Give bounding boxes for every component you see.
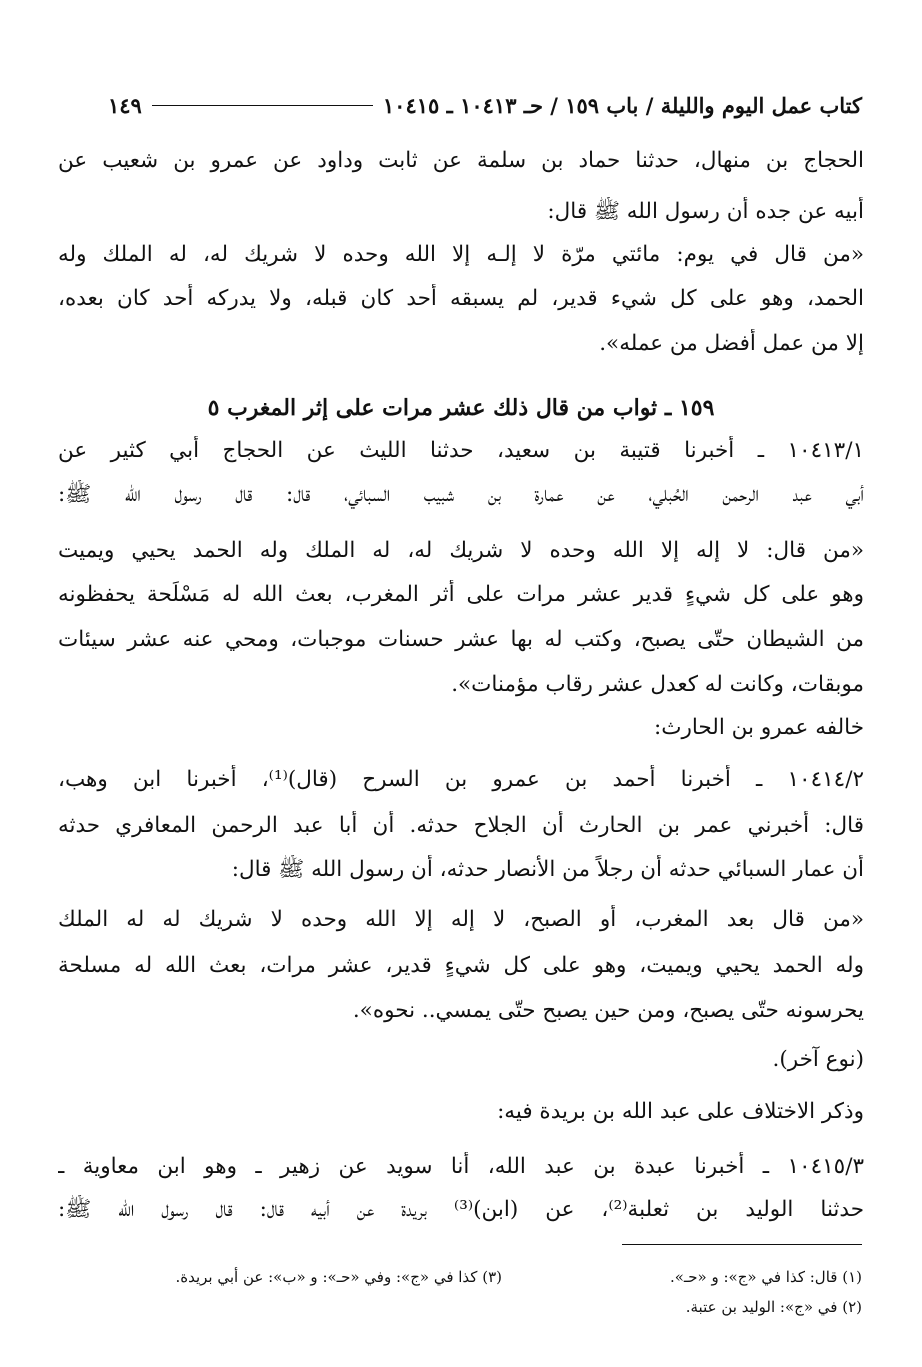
isnad-line: حدثنا الوليد بن ثعلبة⁽²⁾، عن (ابن)⁽³⁾ بريدة عن أبيه قال: قال رسول الله ﷺ: — [58, 1197, 864, 1222]
text-line: وذكر الاختلاف على عبد الله بن بريدة فيه: — [497, 1099, 864, 1124]
isnad-line: ١٠٤١٤/٢ ـ أخبرنا أحمد بن عمرو بن السرح (قال)⁽¹⁾، أخبرنا ابن وهب، — [58, 767, 864, 792]
hadith-text-line: الحمد، وهو على كل شيء قدير، لم يسبقه أحد كان قبله، ولا يدركه أحد كان بعده، — [58, 286, 864, 311]
hadith-text-line: وله الحمد يحيي ويميت، وهو على كل شيءٍ قدير، عشر مرات، بعث الله له مسلحة — [58, 953, 864, 978]
text-line: خالفه عمرو بن الحارث: — [654, 715, 864, 740]
hadith-text-line: «من قال بعد المغرب، أو الصبح، لا إله إلا الله وحده لا شريك له له الملك — [58, 907, 864, 932]
text-line: الحجاج بن منهال، حدثنا حماد بن سلمة عن ثابت وداود عن عمرو بن شعيب عن — [58, 148, 864, 173]
header-rule — [152, 105, 373, 106]
hadith-text-line: من الشيطان حتّى يصبح، وكتب له بها عشر حسنات موجبات، ومحي عنه عشر سيئات — [58, 627, 864, 652]
page-number: ١٤٩ — [108, 92, 142, 118]
hadith-text-line: وهو على كل شيءٍ قدير عشر مرات على أثر المغرب، بعث الله له مَسْلَحة يحفظونه — [58, 582, 864, 607]
isnad-line: أن عمار السبائي حدثه أن رجلاً من الأنصار حدثه، أن رسول الله ﷺ قال: — [231, 857, 864, 882]
hadith-text-line: يحرسونه حتّى يصبح، ومن حين يصبح حتّى يمسي.. نحوه». — [352, 998, 864, 1023]
isnad-line: ١٠٤١٥/٣ ـ أخبرنا عبدة بن عبد الله، أنا سويد عن زهير ـ وهو ابن معاوية ـ — [58, 1154, 864, 1179]
hadith-text-line: «من قال: لا إله إلا الله وحده لا شريك له، له الملك وله الحمد يحيي ويميت — [58, 538, 864, 563]
header-title: كتاب عمل اليوم والليلة / باب ١٥٩ / حـ ١٠٤١٣ ـ ١٠٤١٥ — [382, 92, 862, 118]
hadith-text-line: إلا من عمل أفضل من عمله». — [599, 331, 864, 356]
running-header — [108, 88, 862, 122]
isnad-line: ١٠٤١٣/١ ـ أخبرنا قتيبة بن سعيد، حدثنا الليث عن الحجاج أبي كثير عن — [58, 438, 864, 463]
footnote-3: (٣) كذا في «ج»: وفي «حـ»: و «ب»: عن أبي بريدة. — [175, 1268, 502, 1286]
isnad-line: قال: أخبرني عمر بن الحارث أن الجلاح حدثه. أن أبا عبد الرحمن المعافري حدثه — [58, 813, 864, 838]
hadith-text-line: «من قال في يوم: مائتي مرّة لا إلـه إلا الله وحده لا شريك له، له الملك وله — [58, 242, 864, 267]
text-line: (نوع آخر). — [772, 1047, 864, 1072]
isnad-line: أبي عبد الرحمن الحُبلي، عن عمارة بن شبيب السبائي، قال: قال رسول الله ﷺ: — [58, 482, 864, 507]
text-line: أبيه عن جده أن رسول الله ﷺ قال: — [547, 199, 864, 224]
footnote-2: (٢) في «ج»: الوليد بن عتبة. — [685, 1298, 862, 1316]
chapter-heading: ١٥٩ ـ ثواب من قال ذلك عشر مرات على إثر المغرب ٥ — [207, 395, 715, 421]
footnote-separator — [622, 1244, 862, 1245]
hadith-text-line: موبقات، وكانت له كعدل عشر رقاب مؤمنات». — [451, 672, 864, 697]
footnote-1: (١) قال: كذا في «ج»: و «حـ». — [669, 1268, 862, 1286]
